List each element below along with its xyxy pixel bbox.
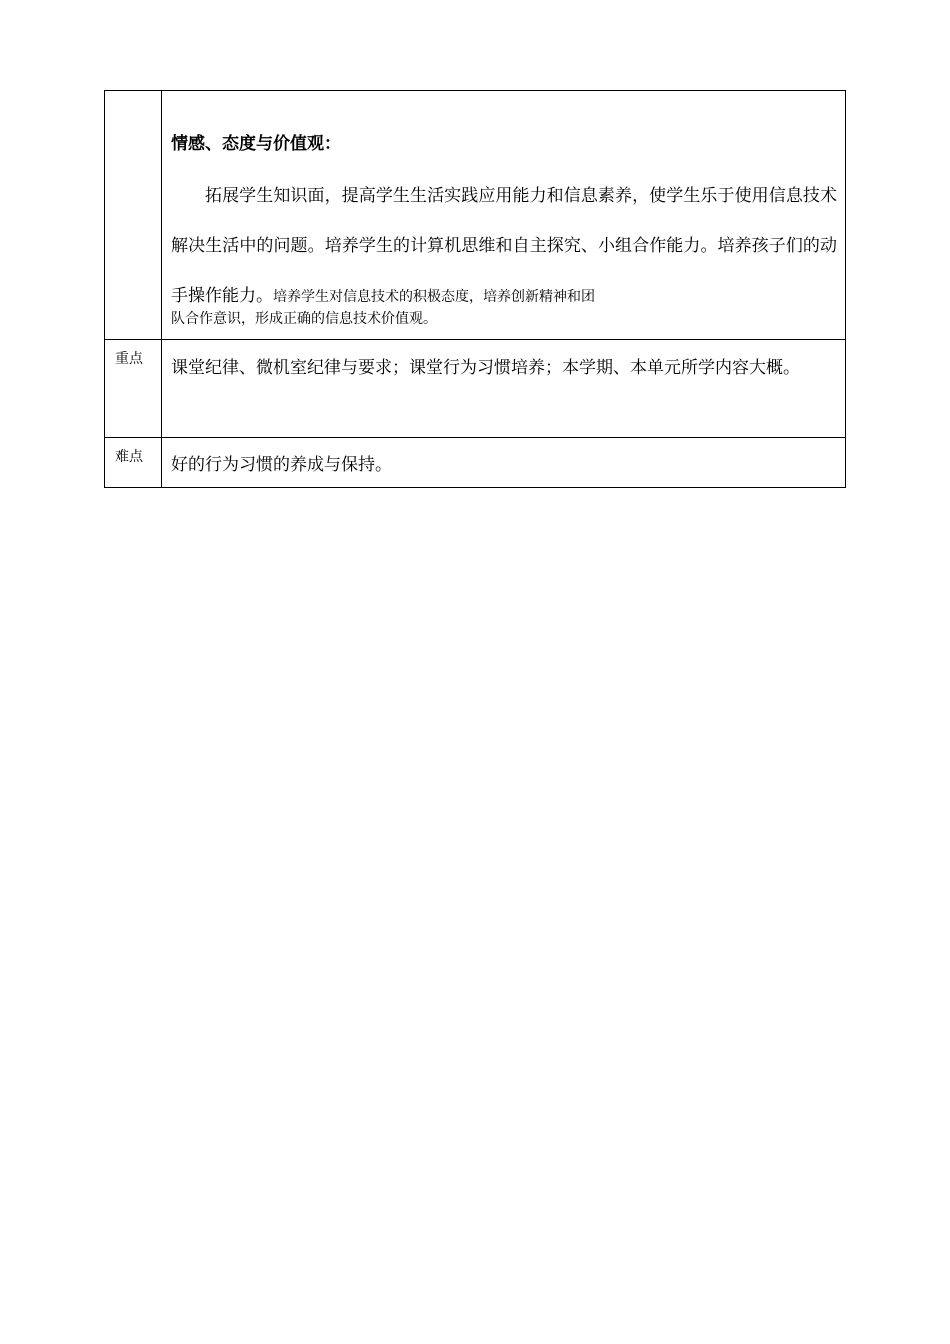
label-cell-difficulties <box>105 438 162 488</box>
attitudes-text-large: 拓展学生知识面，提高学生生活实践应用能力和信息素养，使学生乐于使用信息技术解决生活中的问题。培养学生的计算机思维和自主探究、小组合作能力。培养孩子们的动手操作能力。 <box>171 186 837 306</box>
content-cell-difficulties <box>162 438 846 488</box>
label-cell-key-points <box>105 340 162 438</box>
key-points-text: 课堂纪律、微机室纪律与要求；课堂行为习惯培养；本学期、本单元所学内容大概。 <box>171 358 800 378</box>
content-cell-attitudes <box>162 91 846 340</box>
section-heading: 情感、态度与价值观： <box>171 134 341 154</box>
attitudes-paragraph <box>171 171 837 321</box>
table-row-difficulties <box>105 438 846 488</box>
content-cell-key-points <box>162 340 846 438</box>
table-row-attitudes <box>105 91 846 340</box>
table-row-key-points <box>105 340 846 438</box>
lesson-plan-table <box>104 90 846 488</box>
difficulties-text: 好的行为习惯的养成与保持。 <box>171 455 392 475</box>
attitudes-text-small: 培养学生对信息技术的积极态度，培养创新精神和团 <box>273 289 595 305</box>
row-label <box>105 91 161 101</box>
label-cell-empty <box>105 91 162 340</box>
row-label: 重点 <box>115 351 143 367</box>
row-label: 难点 <box>115 449 143 465</box>
attitudes-text-continuation: 队合作意识，形成正确的信息技术价值观。 <box>171 311 437 327</box>
